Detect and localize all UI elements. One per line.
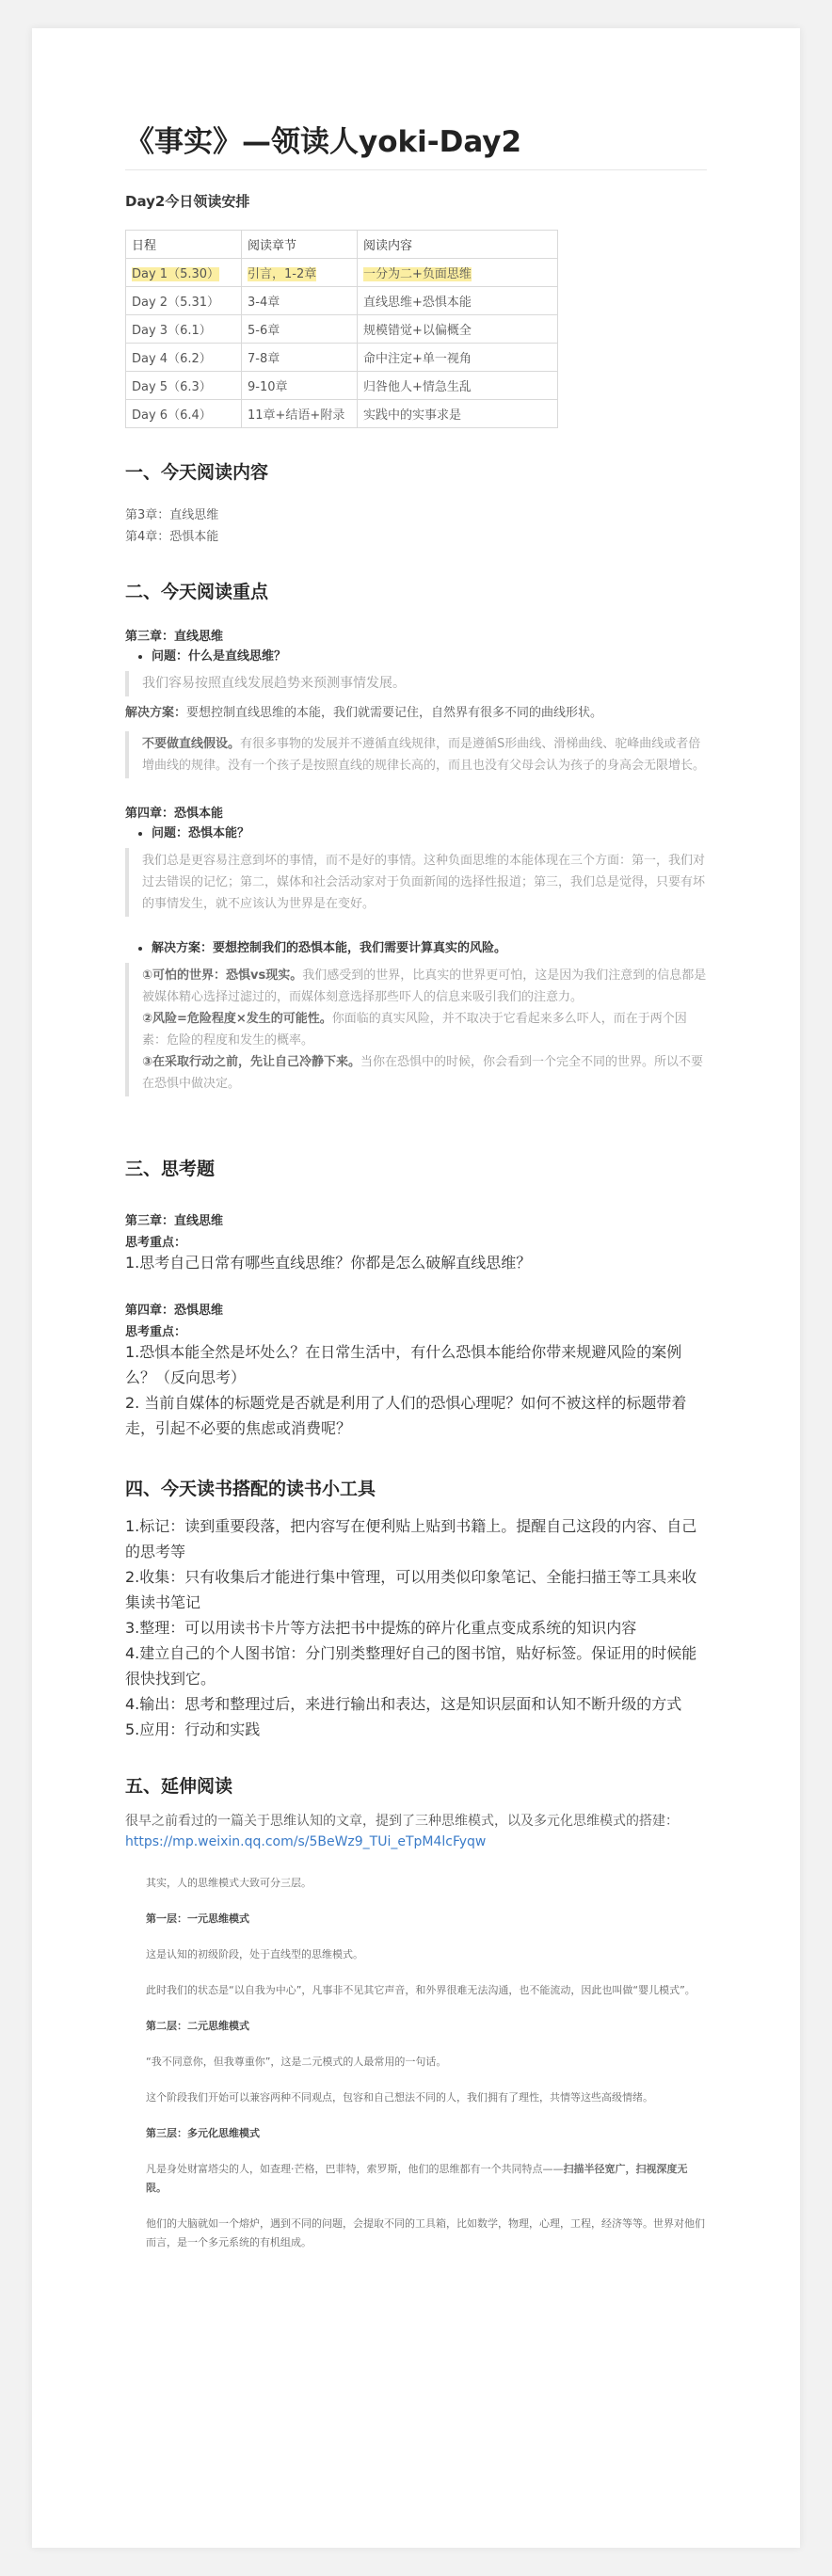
table-cell bbox=[358, 259, 558, 287]
question-item: • 问题：恐惧本能？ bbox=[152, 823, 707, 840]
quote-text: 有很多事物的发展并不遵循直线规律，而是遵循S形曲线、滑梯曲线、驼峰曲线或者倍增曲线的规律。没有一个孩子是按照直线的规律长高的，而且也没有父母会认为孩子的身高会无限增长。 bbox=[142, 737, 706, 773]
question-list bbox=[125, 823, 707, 840]
table-row bbox=[126, 259, 558, 287]
thinking-question: 2. 当前自媒体的标题党是否就是利用了人们的恐惧心理呢？如何不被这样的标题带着走，引起不必要的焦虑或消费呢？ bbox=[125, 1394, 687, 1437]
question-item: • 问题：什么是直线思维？ bbox=[152, 646, 707, 664]
thinking-question: 1.思考自己日常有哪些直线思维？你都是怎么破解直线思维？ bbox=[125, 1254, 532, 1272]
chapter-title: 第四章：恐惧本能 bbox=[125, 807, 224, 821]
table-header: 日程 bbox=[126, 231, 242, 259]
embedded-article bbox=[125, 1874, 707, 2252]
table-row bbox=[126, 400, 558, 428]
table-row bbox=[126, 344, 558, 372]
table-cell: Day 6（6.4） bbox=[126, 400, 242, 428]
quote-bold: ③在采取行动之前，先让自己冷静下来。 bbox=[142, 1055, 361, 1069]
table-cell: 归咎他人+情急生乱 bbox=[358, 372, 558, 400]
tool-item: 4.建立自己的个人图书馆：分门别类整理好自己的图书馆，贴好标签。保证用的时候能很快找到它。 bbox=[125, 1644, 697, 1688]
schedule-heading: Day2今日领读安排 bbox=[125, 193, 250, 210]
table-cell: Day 3（6.1） bbox=[126, 315, 242, 344]
highlighted-cell-text: 引言，1-2章 bbox=[248, 267, 317, 281]
quote-bold: 不要做直线假设。 bbox=[142, 737, 241, 751]
quote-bold: ②风险=危险程度×发生的可能性。 bbox=[142, 1012, 332, 1026]
article-link[interactable]: https://mp.weixin.qq.com/s/5BeWz9_TUi_eTpM4lcFyqw bbox=[125, 1834, 487, 1849]
quote-text: 我们感受到的世界，比真实的世界更可怕，这是因为我们注意到的信息都是被媒体精心选择过滤过的，而媒体刻意选择那些吓人的信息来吸引我们的注意力。 bbox=[142, 968, 707, 1004]
table-header: 阅读章节 bbox=[242, 231, 358, 259]
intro-text: 很早之前看过的一篇关于思维认知的文章，提到了三种思维模式，以及多元化思维模式的搭建： bbox=[125, 1814, 679, 1829]
reading-line: 第3章：直线思维 bbox=[125, 508, 219, 522]
question-list bbox=[125, 646, 707, 664]
article-paragraph: “我不同意你，但我尊重你”，这是二元模式的人最常用的一句话。 bbox=[146, 2056, 447, 2068]
blockquote bbox=[125, 731, 707, 778]
table-header: 阅读内容 bbox=[358, 231, 558, 259]
highlighted-cell-text: 一分为二+负面思维 bbox=[363, 267, 472, 281]
tool-item: 3.整理：可以用读书卡片等方法把书中提炼的碎片化重点变成系统的知识内容 bbox=[125, 1619, 637, 1637]
quote-text: 你面临的真实风险，并不取决于它看起来多么吓人，而在于两个因素：危险的程度和发生的概率。 bbox=[142, 1012, 687, 1048]
quote-text: 当你在恐惧中的时候，你会看到一个完全不同的世界。所以不要在恐惧中做决定。 bbox=[142, 1055, 704, 1091]
table-cell bbox=[242, 259, 358, 287]
section-heading: 一、今天阅读内容 bbox=[125, 462, 269, 483]
tool-item: 1.标记：读到重要段落，把内容写在便利贴上贴到书籍上。提醒自己这段的内容、自己的思考等 bbox=[125, 1517, 697, 1560]
solution-item: • 解决方案：要想控制我们的恐惧本能，我们需要计算真实的风险。 bbox=[152, 937, 707, 955]
table-cell: Day 5（6.3） bbox=[126, 372, 242, 400]
page-title: 《事实》—领读人yoki-Day2 bbox=[125, 118, 707, 170]
article-paragraph bbox=[146, 2160, 707, 2198]
thinking-question: 1.恐惧本能全然是坏处么？在日常生活中，有什么恐惧本能给你带来规避风险的案例么？（反向思考） bbox=[125, 1343, 682, 1386]
article-heading: 第三层：多元化思维模式 bbox=[146, 2127, 260, 2139]
article-paragraph: 此时我们的状态是“以自我为中心”，凡事非不见其它声音，和外界很难无法沟通，也不能流动，因此也叫做“婴儿模式”。 bbox=[146, 1984, 696, 1996]
quote-bold: ①可怕的世界：恐惧vs现实。 bbox=[142, 968, 303, 983]
quote-paragraph bbox=[142, 1008, 707, 1051]
quote-paragraph bbox=[142, 1051, 707, 1095]
table-cell: 实践中的实事求是 bbox=[358, 400, 558, 428]
blockquote bbox=[125, 963, 707, 1096]
tool-item: 2.收集：只有收集后才能进行集中管理，可以用类似印象笔记、全能扫描王等工具来收集读书笔记 bbox=[125, 1568, 697, 1611]
table-cell bbox=[126, 259, 242, 287]
solution-list bbox=[125, 937, 707, 955]
reading-line: 第4章：恐惧本能 bbox=[125, 530, 219, 544]
section-heading: 三、思考题 bbox=[125, 1159, 216, 1179]
table-row bbox=[126, 315, 558, 344]
table-cell: 11章+结语+附录 bbox=[242, 400, 358, 428]
table-header-row bbox=[126, 231, 558, 259]
article-paragraph: 这是认知的初级阶段，处于直线型的思维模式。 bbox=[146, 1948, 363, 1960]
tool-item: 4.输出：思考和整理过后，来进行输出和表达，这是知识层面和认知不断升级的方式 bbox=[125, 1695, 682, 1713]
table-cell: 9-10章 bbox=[242, 372, 358, 400]
section-heading: 四、今天读书搭配的读书小工具 bbox=[125, 1479, 376, 1499]
document-page bbox=[32, 28, 800, 2548]
section-heading: 五、延伸阅读 bbox=[125, 1776, 233, 1797]
quote-paragraph bbox=[142, 965, 707, 1008]
table-cell: 规模错觉+以偏概全 bbox=[358, 315, 558, 344]
table-cell: 7-8章 bbox=[242, 344, 358, 372]
table-cell: 直线思维+恐惧本能 bbox=[358, 287, 558, 315]
table-row bbox=[126, 372, 558, 400]
article-paragraph: 这个阶段我们开始可以兼容两种不同观点，包容和自己想法不同的人，我们拥有了理性，共情等这些高级情绪。 bbox=[146, 2091, 653, 2104]
article-bold-text: 扫描半径宽广，扫视深度无限。 bbox=[146, 2163, 688, 2194]
schedule-table bbox=[125, 230, 558, 428]
blockquote: 我们总是更容易注意到坏的事情，而不是好的事情。这种负面思维的本能体现在三个方面：第一，我们对过去错误的记忆；第二，媒体和社会活动家对于负面新闻的选择性报道；第三，我们总是觉得，只要有坏的事情发生，就不应该认为世界是在变好。 bbox=[125, 848, 707, 917]
focus-label: 思考重点： bbox=[125, 1236, 187, 1250]
tool-list bbox=[125, 1513, 707, 1742]
article-heading: 第一层：一元思维模式 bbox=[146, 1912, 249, 1925]
chapter-title: 第三章：直线思维 bbox=[125, 630, 224, 644]
article-heading: 第二层：二元思维模式 bbox=[146, 2020, 249, 2032]
table-cell: 5-6章 bbox=[242, 315, 358, 344]
section-heading: 二、今天阅读重点 bbox=[125, 582, 269, 602]
article-paragraph: 其实，人的思维模式大致可分三层。 bbox=[146, 1877, 312, 1889]
table-cell: 命中注定+单一视角 bbox=[358, 344, 558, 372]
solution-paragraph bbox=[125, 702, 707, 724]
solution-text: 要想控制直线思维的本能，我们就需要记住，自然界有很多不同的曲线形状。 bbox=[186, 706, 603, 720]
table-cell: Day 2（5.31） bbox=[126, 287, 242, 315]
tool-item: 5.应用：行动和实践 bbox=[125, 1720, 261, 1738]
solution-label: 解决方案： bbox=[125, 706, 187, 720]
highlighted-cell-text: Day 1（5.30） bbox=[132, 267, 220, 281]
table-cell: 3-4章 bbox=[242, 287, 358, 315]
blockquote: 我们容易按照直线发展趋势来预测事情发展。 bbox=[125, 671, 707, 696]
table-row bbox=[126, 287, 558, 315]
article-paragraph: 他们的大脑就如一个熔炉，遇到不同的问题，会提取不同的工具箱，比如数学，物理，心理，工程，经济等等。世界对他们而言，是一个多元系统的有机组成。 bbox=[146, 2217, 705, 2248]
chapter-title: 第四章：恐惧思维 bbox=[125, 1304, 224, 1318]
article-text: 凡是身处财富塔尖的人，如查理·芒格，巴菲特，索罗斯，他们的思维都有一个共同特点—— bbox=[146, 2163, 564, 2175]
focus-label: 思考重点： bbox=[125, 1325, 187, 1339]
table-cell: Day 4（6.2） bbox=[126, 344, 242, 372]
chapter-title: 第三章：直线思维 bbox=[125, 1214, 224, 1228]
